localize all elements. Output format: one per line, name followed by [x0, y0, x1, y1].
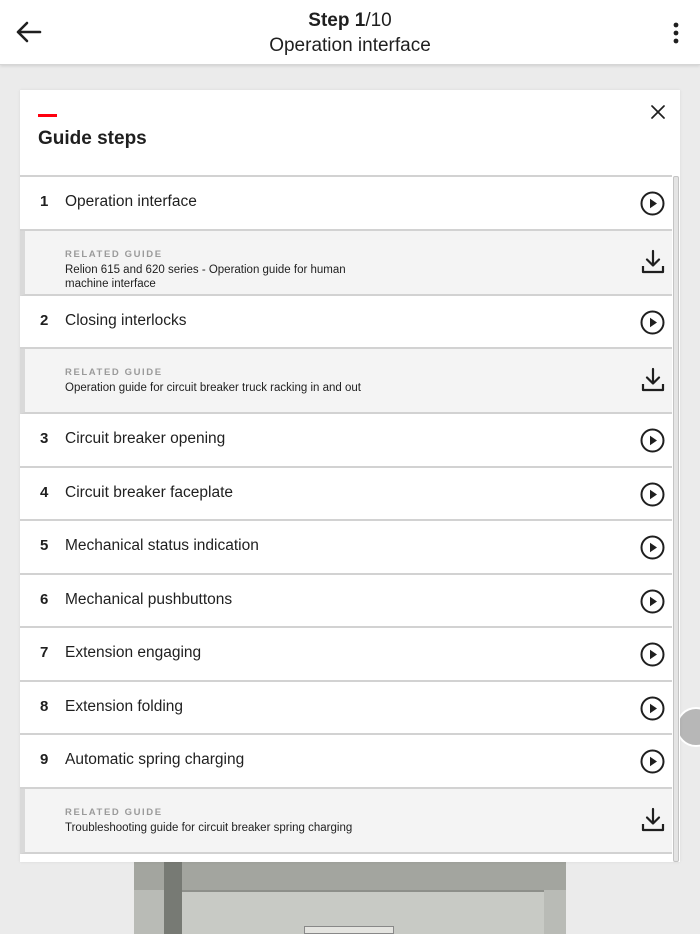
related-guide-kicker: RELATED GUIDE [65, 806, 163, 818]
step-row-4[interactable] [20, 468, 672, 522]
related-guide-kicker: RELATED GUIDE [65, 248, 163, 260]
more-vertical-icon[interactable] [666, 18, 686, 48]
steps-list [20, 175, 672, 862]
related-guide-title: Relion 615 and 620 series - Operation guide for human machine interface [65, 263, 346, 290]
top-app-bar [0, 0, 700, 65]
play-circle-icon[interactable] [640, 482, 665, 507]
scrollbar[interactable] [672, 176, 680, 862]
step-current: 1 [354, 10, 366, 31]
scrollbar-thumb[interactable] [673, 176, 679, 862]
step-row-2[interactable] [20, 296, 672, 350]
close-icon[interactable] [646, 100, 670, 124]
related-guide-title: Operation guide for circuit breaker truck racking in and out [65, 382, 361, 394]
related-guide-row[interactable] [20, 231, 672, 296]
step-label: Circuit breaker faceplate [65, 483, 233, 501]
accent-bar [38, 114, 57, 117]
play-circle-icon[interactable] [640, 535, 665, 560]
step-subtitle: Operation interface [269, 35, 431, 56]
step-row-5[interactable] [20, 521, 672, 575]
download-icon[interactable] [640, 249, 666, 275]
panel-title: Guide steps [38, 128, 147, 149]
guide-steps-panel [20, 90, 680, 862]
step-row-6[interactable] [20, 575, 672, 629]
step-label: Circuit breaker opening [65, 430, 226, 447]
step-label: Extension engaging [65, 644, 202, 661]
download-icon[interactable] [640, 807, 666, 833]
step-number: 7 [40, 644, 49, 661]
step-label: Operation interface [65, 193, 197, 210]
play-circle-icon[interactable] [640, 589, 665, 614]
step-word: Step [308, 10, 350, 31]
related-guide-title: Troubleshooting guide for circuit breaker spring charging [65, 821, 353, 834]
step-label: Mechanical status indication [65, 537, 259, 554]
step-total: /10 [365, 10, 392, 31]
related-guide-row[interactable] [20, 789, 672, 854]
step-row-1[interactable] [20, 177, 672, 231]
step-counter [0, 10, 700, 32]
related-guide-kicker: RELATED GUIDE [65, 367, 163, 378]
step-number: 1 [40, 193, 49, 210]
step-label: Automatic spring charging [65, 751, 245, 768]
step-label: Extension folding [65, 697, 184, 715]
step-number: 9 [40, 751, 49, 768]
related-guide-row[interactable] [20, 349, 672, 414]
step-label: Mechanical pushbuttons [65, 590, 233, 608]
download-icon[interactable] [640, 367, 666, 393]
play-circle-icon[interactable] [640, 642, 665, 667]
step-row-8[interactable] [20, 682, 672, 736]
background-photo [134, 860, 566, 934]
step-label: Closing interlocks [65, 311, 187, 329]
step-number: 8 [40, 697, 49, 715]
step-row-9[interactable] [20, 735, 672, 789]
step-number: 3 [40, 430, 49, 447]
step-number: 4 [40, 483, 49, 501]
play-circle-icon[interactable] [640, 749, 665, 774]
step-row-7[interactable] [20, 628, 672, 682]
play-circle-icon[interactable] [640, 191, 665, 216]
step-number: 2 [40, 311, 49, 329]
play-circle-icon[interactable] [640, 696, 665, 721]
step-row-3[interactable] [20, 414, 672, 468]
play-circle-icon[interactable] [640, 310, 665, 335]
play-circle-icon[interactable] [640, 428, 665, 453]
step-number: 5 [40, 537, 49, 554]
step-number: 6 [40, 590, 49, 608]
